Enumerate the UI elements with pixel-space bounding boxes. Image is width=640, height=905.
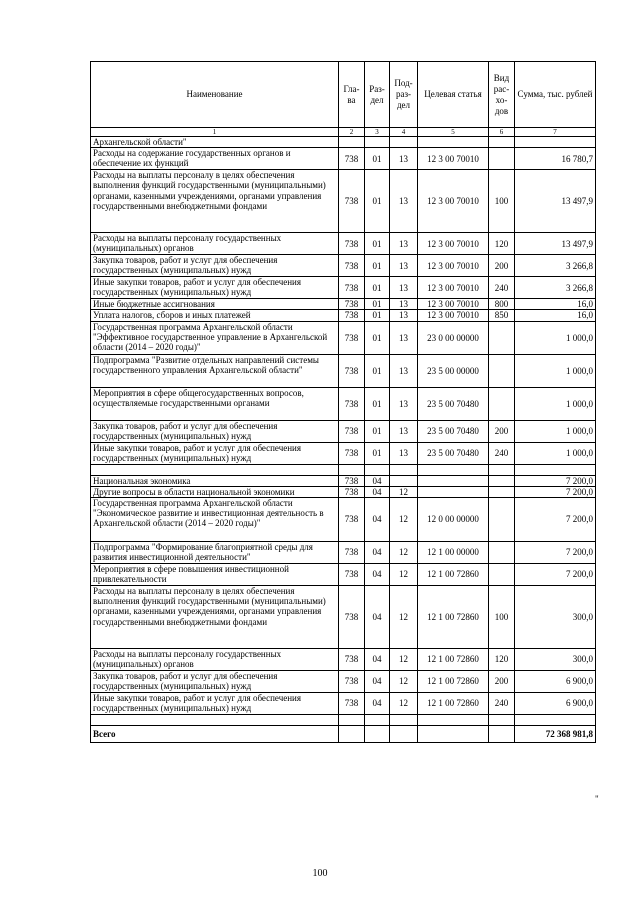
cell-vid <box>489 464 515 475</box>
cell-podrazdel: 13 <box>390 170 418 233</box>
closing-quote: " <box>595 794 599 804</box>
cell-statya: 12 3 00 70010 <box>418 299 489 310</box>
cell-podrazdel: 13 <box>390 233 418 255</box>
cell-summa: 3 266,8 <box>515 277 596 299</box>
cell-statya: 12 1 00 72860 <box>418 564 489 586</box>
cell-podrazdel <box>390 137 418 148</box>
cell-glava: 738 <box>339 387 365 420</box>
cell-name <box>91 715 339 726</box>
cell-name: Другие вопросы в области национальной экономики <box>91 486 339 497</box>
cell-razdel: 01 <box>365 354 390 387</box>
cell-summa: 1 000,0 <box>515 387 596 420</box>
table-body <box>91 137 596 726</box>
cell-summa <box>515 137 596 148</box>
cell-summa: 16 780,7 <box>515 148 596 170</box>
header-name: Наименование <box>91 62 339 128</box>
cell-podrazdel: 13 <box>390 277 418 299</box>
cell-vid: 240 <box>489 693 515 715</box>
cell-podrazdel <box>390 715 418 726</box>
cell-glava: 738 <box>339 649 365 671</box>
cell-razdel: 04 <box>365 486 390 497</box>
cell-podrazdel: 12 <box>390 542 418 564</box>
cell-statya: 12 1 00 00000 <box>418 542 489 564</box>
header-podrazdel: Под-раз-дел <box>390 62 418 128</box>
cell-glava: 738 <box>339 170 365 233</box>
cell-summa: 7 200,0 <box>515 486 596 497</box>
cell-razdel: 01 <box>365 277 390 299</box>
table-row <box>91 255 596 277</box>
cell-glava <box>339 137 365 148</box>
cell-podrazdel: 13 <box>390 148 418 170</box>
cell-podrazdel: 12 <box>390 564 418 586</box>
cell-summa: 1 000,0 <box>515 442 596 464</box>
table-row <box>91 387 596 420</box>
cell-razdel: 01 <box>365 233 390 255</box>
cell-summa: 1 000,0 <box>515 420 596 442</box>
cell-razdel: 04 <box>365 542 390 564</box>
cell-razdel: 01 <box>365 387 390 420</box>
table-row <box>91 442 596 464</box>
cell-summa: 6 900,0 <box>515 693 596 715</box>
cell-razdel: 01 <box>365 170 390 233</box>
cell-podrazdel: 12 <box>390 671 418 693</box>
table-row <box>91 649 596 671</box>
cell-razdel: 04 <box>365 564 390 586</box>
cell-glava: 738 <box>339 693 365 715</box>
cell-statya <box>418 486 489 497</box>
cell-summa: 6 900,0 <box>515 671 596 693</box>
cell-glava: 738 <box>339 586 365 649</box>
cell-vid: 100 <box>489 586 515 649</box>
cell-glava: 738 <box>339 148 365 170</box>
cell-vid <box>489 498 515 542</box>
cell-glava <box>339 464 365 475</box>
table-row <box>91 464 596 475</box>
cell-razdel: 04 <box>365 693 390 715</box>
table-row <box>91 498 596 542</box>
table-row <box>91 299 596 310</box>
cell-glava: 738 <box>339 310 365 321</box>
cell-statya: 12 3 00 70010 <box>418 148 489 170</box>
cell-summa: 7 200,0 <box>515 564 596 586</box>
table-row <box>91 170 596 233</box>
table-row <box>91 354 596 387</box>
cell-statya: 12 1 00 72860 <box>418 671 489 693</box>
cell-name: Расходы на выплаты персоналу в целях обеспечения выполнения функций государственными (муниципальными) органами, казенными учреждениями, органами управления государственными внебюджетными фондами <box>91 586 339 649</box>
cell-glava: 738 <box>339 354 365 387</box>
cell-name: Государственная программа Архангельской области "Экономическое развитие и инвестиционная деятельность в Архангельской области (2014 – 2020 годы)" <box>91 498 339 542</box>
cell-statya: 23 5 00 70480 <box>418 442 489 464</box>
cell-name: Иные закупки товаров, работ и услуг для обеспечения государственных (муниципальных) нужд <box>91 277 339 299</box>
cell-glava: 738 <box>339 442 365 464</box>
cell-vid: 200 <box>489 420 515 442</box>
cell-summa: 300,0 <box>515 586 596 649</box>
cell-summa: 300,0 <box>515 649 596 671</box>
cell-podrazdel: 13 <box>390 420 418 442</box>
cell-statya <box>418 715 489 726</box>
cell-vid <box>489 486 515 497</box>
table-row <box>91 420 596 442</box>
cell-name: Расходы на содержание государственных органов и обеспечение их функций <box>91 148 339 170</box>
table-row <box>91 671 596 693</box>
cell-razdel <box>365 137 390 148</box>
cell-vid: 100 <box>489 170 515 233</box>
cell-podrazdel <box>390 464 418 475</box>
cell-statya: 12 1 00 72860 <box>418 649 489 671</box>
col-number: 7 <box>515 128 596 137</box>
cell-podrazdel: 12 <box>390 693 418 715</box>
cell-podrazdel: 13 <box>390 354 418 387</box>
cell-glava: 738 <box>339 420 365 442</box>
page-number: 100 <box>312 868 328 879</box>
cell-summa: 7 200,0 <box>515 475 596 486</box>
cell-name: Расходы на выплаты персоналу государственных (муниципальных) органов <box>91 649 339 671</box>
cell-glava: 738 <box>339 233 365 255</box>
cell-vid <box>489 387 515 420</box>
cell-name: Архангельской области" <box>91 137 339 148</box>
table-row <box>91 277 596 299</box>
cell-statya <box>418 464 489 475</box>
cell-name: Национальная экономика <box>91 475 339 486</box>
cell-name: Закупка товаров, работ и услуг для обеспечения государственных (муниципальных) нужд <box>91 255 339 277</box>
cell-statya: 23 5 00 00000 <box>418 354 489 387</box>
cell-statya: 23 5 00 70480 <box>418 387 489 420</box>
cell-glava: 738 <box>339 486 365 497</box>
cell-glava: 738 <box>339 475 365 486</box>
cell-vid <box>489 148 515 170</box>
total-empty-cell <box>489 726 515 743</box>
col-number: 3 <box>365 128 390 137</box>
cell-name: Иные закупки товаров, работ и услуг для обеспечения государственных (муниципальных) нужд <box>91 693 339 715</box>
cell-summa: 13 497,9 <box>515 233 596 255</box>
table-row <box>91 233 596 255</box>
cell-glava: 738 <box>339 542 365 564</box>
cell-name: Мероприятия в сфере общегосударственных вопросов, осуществляемые государственными органами <box>91 387 339 420</box>
table-row <box>91 715 596 726</box>
cell-name <box>91 464 339 475</box>
total-empty-cell <box>418 726 489 743</box>
cell-vid: 800 <box>489 299 515 310</box>
cell-podrazdel: 13 <box>390 442 418 464</box>
header-summa: Сумма, тыс. рублей <box>515 62 596 128</box>
cell-vid <box>489 354 515 387</box>
cell-statya: 12 3 00 70010 <box>418 255 489 277</box>
cell-name: Государственная программа Архангельской области "Эффективное государственное управление в Архангельской области (2014 – 2020 годы)" <box>91 321 339 354</box>
cell-statya: 23 0 00 00000 <box>418 321 489 354</box>
cell-glava: 738 <box>339 564 365 586</box>
cell-summa <box>515 715 596 726</box>
cell-name: Расходы на выплаты персоналу государственных (муниципальных) органов <box>91 233 339 255</box>
col-number: 1 <box>91 128 339 137</box>
cell-glava: 738 <box>339 255 365 277</box>
cell-vid: 120 <box>489 649 515 671</box>
cell-summa: 7 200,0 <box>515 542 596 564</box>
cell-summa: 7 200,0 <box>515 498 596 542</box>
cell-razdel: 04 <box>365 649 390 671</box>
cell-vid: 240 <box>489 277 515 299</box>
cell-statya: 12 3 00 70010 <box>418 310 489 321</box>
cell-podrazdel: 13 <box>390 299 418 310</box>
total-summa: 72 368 981,8 <box>515 726 596 743</box>
cell-podrazdel: 12 <box>390 498 418 542</box>
cell-razdel: 04 <box>365 498 390 542</box>
cell-podrazdel: 12 <box>390 586 418 649</box>
total-empty-cell <box>339 726 365 743</box>
cell-vid: 200 <box>489 255 515 277</box>
cell-razdel: 04 <box>365 671 390 693</box>
header-razdel: Раз-дел <box>365 62 390 128</box>
col-number: 5 <box>418 128 489 137</box>
cell-summa <box>515 464 596 475</box>
budget-table-sheet <box>90 61 595 743</box>
cell-statya: 12 0 00 00000 <box>418 498 489 542</box>
cell-podrazdel: 13 <box>390 387 418 420</box>
cell-razdel: 04 <box>365 586 390 649</box>
cell-summa: 1 000,0 <box>515 321 596 354</box>
cell-razdel: 01 <box>365 255 390 277</box>
table-row <box>91 693 596 715</box>
cell-podrazdel: 13 <box>390 321 418 354</box>
table-row <box>91 475 596 486</box>
header-statya: Целевая статья <box>418 62 489 128</box>
cell-podrazdel: 12 <box>390 486 418 497</box>
cell-razdel: 01 <box>365 442 390 464</box>
cell-statya: 12 1 00 72860 <box>418 586 489 649</box>
header-vid: Вид рас-хо-дов <box>489 62 515 128</box>
header-glava: Гла-ва <box>339 62 365 128</box>
cell-vid <box>489 137 515 148</box>
table-row <box>91 542 596 564</box>
cell-vid <box>489 475 515 486</box>
total-row <box>91 726 596 743</box>
cell-razdel <box>365 464 390 475</box>
cell-razdel: 01 <box>365 420 390 442</box>
cell-podrazdel: 12 <box>390 649 418 671</box>
total-empty-cell <box>390 726 418 743</box>
cell-name: Уплата налогов, сборов и иных платежей <box>91 310 339 321</box>
cell-summa: 16,0 <box>515 310 596 321</box>
cell-razdel <box>365 715 390 726</box>
col-number: 6 <box>489 128 515 137</box>
total-empty-cell <box>365 726 390 743</box>
cell-statya: 12 1 00 72860 <box>418 693 489 715</box>
cell-summa: 1 000,0 <box>515 354 596 387</box>
cell-glava: 738 <box>339 498 365 542</box>
cell-podrazdel <box>390 475 418 486</box>
cell-glava: 738 <box>339 671 365 693</box>
cell-summa: 13 497,9 <box>515 170 596 233</box>
cell-glava: 738 <box>339 299 365 310</box>
cell-vid <box>489 715 515 726</box>
cell-vid <box>489 564 515 586</box>
cell-vid: 850 <box>489 310 515 321</box>
cell-glava: 738 <box>339 321 365 354</box>
cell-name: Мероприятия в сфере повышения инвестиционной привлекательности <box>91 564 339 586</box>
cell-name: Иные закупки товаров, работ и услуг для обеспечения государственных (муниципальных) нужд <box>91 442 339 464</box>
cell-statya: 12 3 00 70010 <box>418 277 489 299</box>
cell-razdel: 04 <box>365 475 390 486</box>
cell-name: Закупка товаров, работ и услуг для обеспечения государственных (муниципальных) нужд <box>91 671 339 693</box>
table-row <box>91 586 596 649</box>
table-header-row <box>91 62 596 128</box>
budget-table <box>90 61 596 743</box>
cell-statya: 12 3 00 70010 <box>418 233 489 255</box>
table-row <box>91 321 596 354</box>
cell-name: Иные бюджетные ассигнования <box>91 299 339 310</box>
table-row <box>91 486 596 497</box>
cell-vid <box>489 321 515 354</box>
cell-vid: 240 <box>489 442 515 464</box>
cell-statya: 12 3 00 70010 <box>418 170 489 233</box>
table-row <box>91 137 596 148</box>
table-row <box>91 310 596 321</box>
cell-glava: 738 <box>339 277 365 299</box>
cell-summa: 16,0 <box>515 299 596 310</box>
cell-summa: 3 266,8 <box>515 255 596 277</box>
col-number: 4 <box>390 128 418 137</box>
cell-glava <box>339 715 365 726</box>
cell-razdel: 01 <box>365 299 390 310</box>
cell-vid: 200 <box>489 671 515 693</box>
col-number: 2 <box>339 128 365 137</box>
cell-statya: 23 5 00 70480 <box>418 420 489 442</box>
column-number-row <box>91 128 596 137</box>
cell-vid: 120 <box>489 233 515 255</box>
cell-name: Подпрограмма "Формирование благоприятной среды для развития инвестиционной деятельности" <box>91 542 339 564</box>
cell-razdel: 01 <box>365 310 390 321</box>
cell-name: Расходы на выплаты персоналу в целях обеспечения выполнения функций государственными (муниципальными) органами, казенными учреждениями, органами управления государственными внебюджетными фондами <box>91 170 339 233</box>
cell-name: Подпрограмма "Развитие отдельных направлений системы государственного управления Архангельской области" <box>91 354 339 387</box>
table-row <box>91 148 596 170</box>
total-label: Всего <box>91 726 339 743</box>
cell-vid <box>489 542 515 564</box>
cell-statya <box>418 137 489 148</box>
cell-razdel: 01 <box>365 148 390 170</box>
cell-podrazdel: 13 <box>390 255 418 277</box>
table-row <box>91 564 596 586</box>
cell-name: Закупка товаров, работ и услуг для обеспечения государственных (муниципальных) нужд <box>91 420 339 442</box>
cell-razdel: 01 <box>365 321 390 354</box>
cell-podrazdel: 13 <box>390 310 418 321</box>
cell-statya <box>418 475 489 486</box>
